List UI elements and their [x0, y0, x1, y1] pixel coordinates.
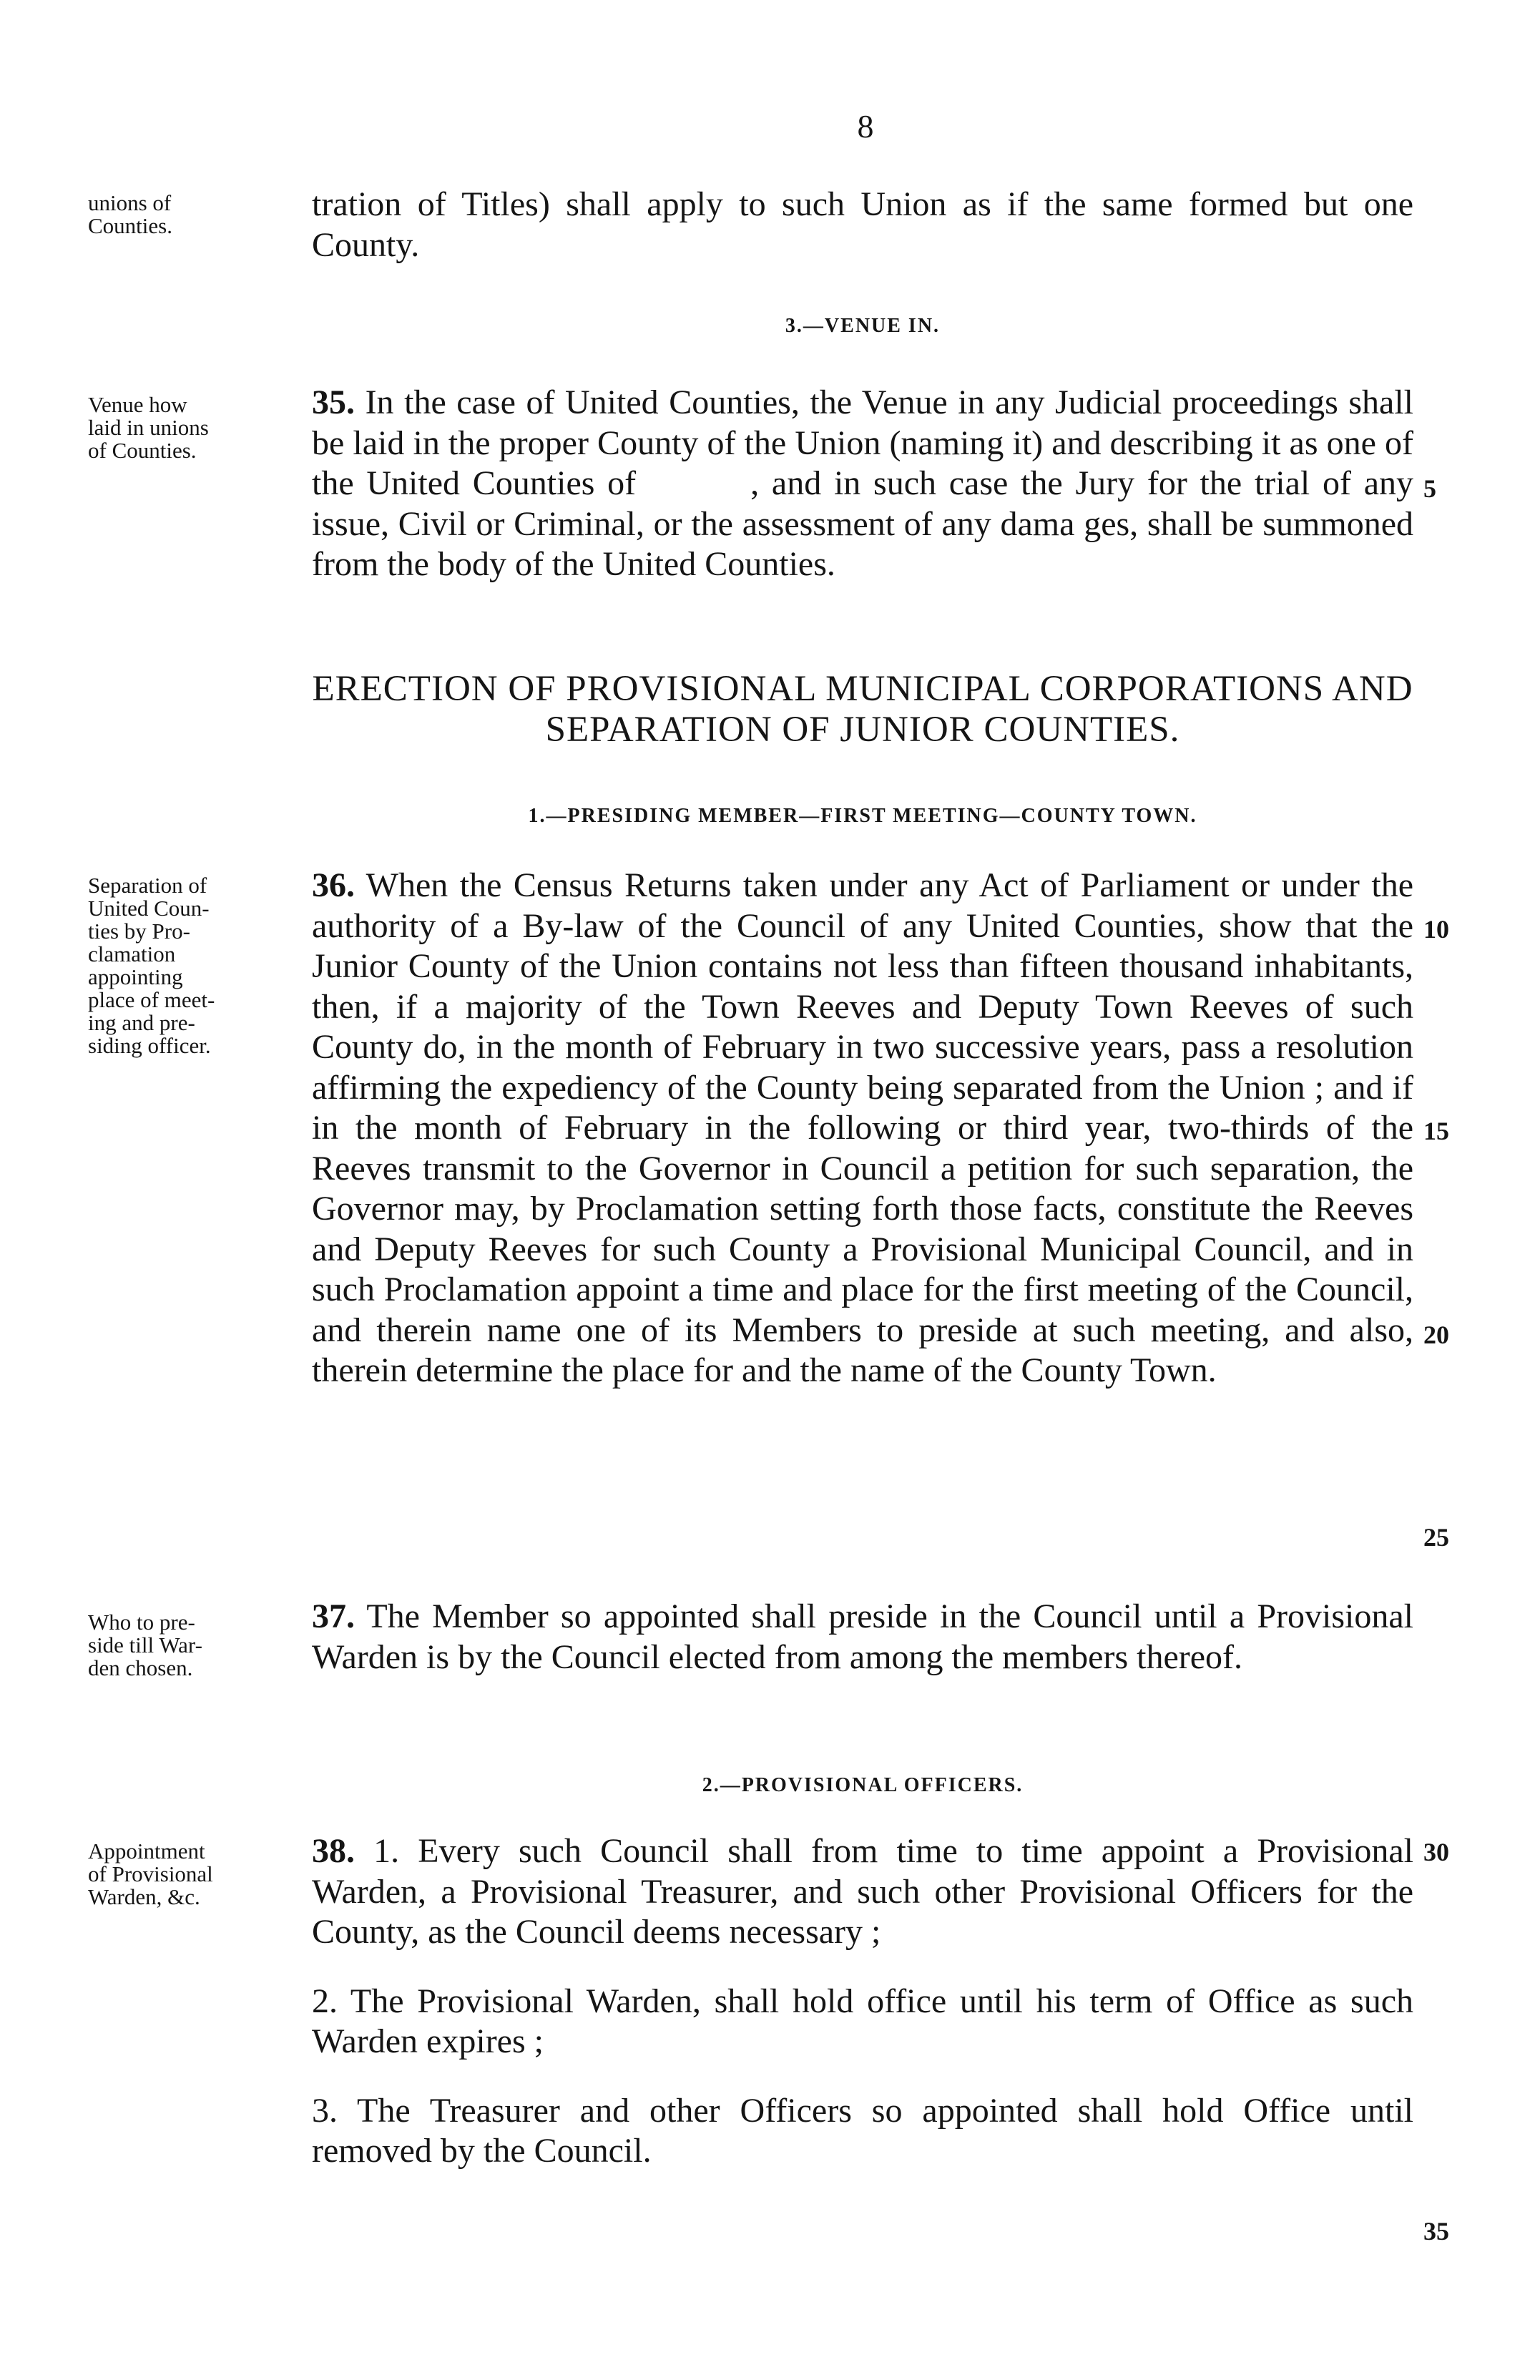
section-text: 1. Every such Council shall from time to time appoint a Provisional Warden, a Provisional Treasurer, and such other Provisional Officers for the County, as the Council deems necessary ; — [312, 1832, 1414, 1951]
line-number-35: 35 — [1423, 2217, 1449, 2246]
page-number: 8 — [857, 108, 874, 145]
line-number-10: 10 — [1423, 915, 1449, 944]
margin-note-preside: Who to pre- side till War- den chosen. — [88, 1610, 202, 1680]
margin-note-venue: Venue how laid in unions of Counties. — [88, 392, 209, 463]
continued-paragraph — [312, 185, 1413, 265]
line-number-30: 30 — [1423, 1838, 1449, 1866]
line-number-5: 5 — [1423, 474, 1436, 503]
margin-note-separation: Separation of United Coun- ties by Pro- clamation appointing place of meet- ing and pre- siding officer. — [88, 873, 215, 1058]
section-number: 35. — [312, 383, 355, 421]
section-number: 38. — [312, 1832, 355, 1870]
section-38-para-1 — [312, 1831, 1413, 1953]
main-heading: ERECTION OF PROVISIONAL MUNICIPAL CORPORATIONS AND SEPARATION OF JUNIOR COUNTIES. — [312, 669, 1413, 750]
line-number-20: 20 — [1423, 1321, 1449, 1349]
line-number-25: 25 — [1423, 1523, 1449, 1552]
section-38-para-2: 2. The Provisional Warden, shall hold office until his term of Office as such Warden expires ; — [312, 1982, 1413, 2060]
line-number-15: 15 — [1423, 1117, 1449, 1145]
section-36 — [312, 866, 1413, 1391]
subheading-officers: 2.—PROVISIONAL OFFICERS. — [702, 1774, 1024, 1796]
section-text: In the case of United Counties, the Venue in any Judicial proceedings shall be laid in the proper County of the Union (naming it) and describing it as one of the United Counties of — [312, 383, 1414, 502]
margin-note-unions: unions of Counties. — [88, 190, 172, 238]
section-35 — [312, 383, 1413, 585]
section-38-para-3: 3. The Treasurer and other Officers so appointed shall hold Office until removed by the Council. — [312, 2091, 1413, 2170]
section-text: The Member so appointed shall preside in the Council until a Provisional Warden is by the Council elected from among the members thereof. — [312, 1597, 1413, 1676]
subheading-presiding: 1.—PRESIDING MEMBER—FIRST MEETING—COUNTY TOWN. — [528, 805, 1197, 827]
section-text: , and in such case the Jury for the trial of any issue, Civil or Criminal, or the assessment of any dama ges, shall be summoned from the body of the United Counties. — [312, 464, 1414, 583]
section-37 — [312, 1597, 1413, 1678]
section-38 — [312, 1831, 1413, 2172]
margin-note-appointment: Appointment of Provisional Warden, &c. — [88, 1838, 213, 1909]
section-number: 36. — [312, 866, 355, 904]
section-text: When the Census Returns taken under any Act of Parliament or under the authority of a By-law of the Council of any United Counties, show that the Junior County of the Union contains not less than fifteen thousand inhabitants, then, if a majority of the Town Reeves and Deputy Town Reeves of such County do, in the month of February in two successive years, pass a resolution affirming the expediency of the County being separated from the Union ; and if in the month of February in the following or third year, two-thirds of the Reeves transmit to the Governor in Council a petition for such separation, the Governor may, by Proclamation setting forth those facts, constitute the Reeves and Deputy Reeves for such County a Provisional Municipal Council, and in such Proclamation appoint a time and place for the first meeting of the Council, and therein name one of its Members to preside at such meeting, and also, therein determine the place for and the name of the County Town. — [312, 866, 1413, 1389]
subheading-venue: 3.—VENUE IN. — [785, 315, 941, 337]
section-number: 37. — [312, 1597, 355, 1635]
continued-text: tration of Titles) shall apply to such Union as if the same formed but one County. — [312, 185, 1413, 264]
